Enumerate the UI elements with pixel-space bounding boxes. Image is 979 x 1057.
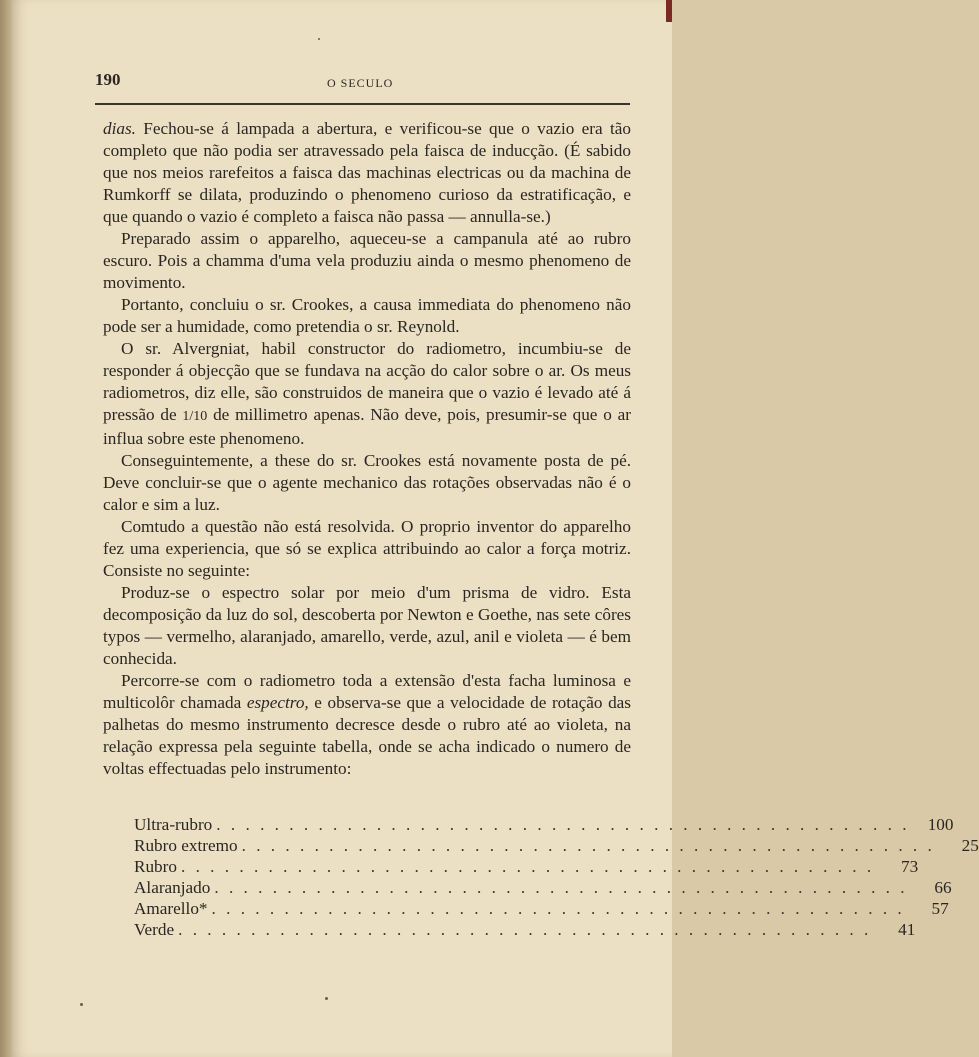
row-value: 57 bbox=[931, 899, 949, 918]
page-corner-mark bbox=[666, 0, 672, 22]
row-label: Alaranjado bbox=[134, 878, 211, 897]
row-label: Amarello* bbox=[134, 899, 208, 918]
leader-dots: . . . . . . . . . . . . . . . . . . . . . . . . . . . . . . . . . . . . . . . . . . . . . . . . bbox=[216, 815, 910, 834]
page-gutter-shadow bbox=[0, 0, 12, 1057]
paragraph bbox=[103, 294, 631, 338]
text-run: Produz-se o espectro solar por meio d'um prisma de vidro. Esta decomposição da luz do sol, descoberta por Newton e Goethe, nas sete côres typos — vermelho, alaranjado, amarello, verde, azul, anil e violeta — é bem conhecida. bbox=[103, 583, 631, 668]
paragraph bbox=[103, 670, 631, 780]
row-value: 41 bbox=[898, 920, 916, 939]
page-number: 190 bbox=[95, 70, 121, 89]
table-row bbox=[134, 835, 979, 856]
leader-dots: . . . . . . . . . . . . . . . . . . . . . . . . . . . . . . . . . . . . . . . . . . . . . . . . bbox=[241, 836, 935, 855]
text-run: de millimetro apenas. Não deve, pois, presumir-se que o ar influa sobre este phenomeno. bbox=[103, 405, 631, 448]
body-text bbox=[103, 118, 631, 780]
italic-text: dias. bbox=[103, 119, 136, 138]
leader-dots: . . . . . . . . . . . . . . . . . . . . . . . . . . . . . . . . . . . . . . . . . . . . . . . . bbox=[211, 899, 905, 918]
text-run: Portanto, concluiu o sr. Crookes, a causa immediata do phenomeno não pode ser a humidade, como pretendia o sr. Reynold. bbox=[103, 295, 631, 336]
leader-dots: . . . . . . . . . . . . . . . . . . . . . . . . . . . . . . . . . . . . . . . . . . . . . . . . bbox=[180, 857, 875, 876]
paragraph bbox=[103, 582, 631, 670]
row-value: 25 bbox=[961, 836, 979, 855]
text-run: Percorre-se com o radiometro toda a extensão d'esta facha luminosa e multicolôr chamada bbox=[103, 671, 631, 712]
running-title: O SECULO bbox=[327, 76, 394, 90]
text-run: Preparado assim o apparelho, aqueceu-se a campanula até ao rubro escuro. Pois a chamma d'uma vela produziu ainda o mesmo phenomeno de movimento. bbox=[103, 229, 631, 292]
row-value: 100 bbox=[927, 815, 954, 834]
page-header bbox=[95, 70, 635, 98]
table-row bbox=[134, 898, 949, 919]
row-value: 66 bbox=[934, 878, 952, 897]
text-run: e observa-se que a velocidade de rotação das palhetas do mesmo instrumento decresce desde o rubro até ao violeta, na relação expressa pela seguinte tabella, onde se acha indicado o numero de voltas effectuadas pelo instrumento: bbox=[103, 693, 631, 778]
paragraph bbox=[103, 450, 631, 516]
rotation-table bbox=[134, 814, 979, 940]
text-run: O sr. Alvergniat, habil constructor do radiometro, incumbiu-se de responder á objecção que se fundava na acção do calor sobre o ar. Os meus radiometros, diz elle, são construidos de maneira que o vazio é levado até á pressão de bbox=[103, 339, 631, 424]
paragraph bbox=[103, 228, 631, 294]
header-rule bbox=[95, 103, 630, 105]
row-value: 73 bbox=[900, 857, 919, 876]
text-run: Conseguintemente, a these do sr. Crookes está novamente posta de pé. Deve concluir-se que o agente mechanico das rotações observadas não é o calor e sim a luz. bbox=[103, 451, 631, 514]
leader-dots: . . . . . . . . . . . . . . . . . . . . . . . . . . . . . . . . . . . . . . . . . . . . . . . . bbox=[178, 920, 872, 939]
italic-text: espectro, bbox=[246, 693, 309, 712]
fraction: 1/10 bbox=[182, 409, 208, 424]
table-row bbox=[134, 814, 954, 835]
row-label: Rubro bbox=[134, 857, 177, 876]
row-label: Rubro extremo bbox=[134, 836, 238, 855]
row-label: Verde bbox=[134, 920, 175, 939]
paragraph bbox=[103, 338, 631, 450]
paragraph bbox=[103, 516, 631, 582]
table-row bbox=[134, 877, 952, 898]
table-row bbox=[134, 919, 916, 940]
text-run: Fechou-se á lampada a abertura, e verificou-se que o vazio era tão completo que não podia ser atravessado pela faisca de inducção. (É sabido que nos meios rarefeitos a faisca das machinas electricas ou da machina de Rumkorff se dilata, produzindo o phenomeno curioso da estratificação, e que quando o vazio é completo a faisca não passa — annulla-se.) bbox=[103, 119, 631, 226]
table-row bbox=[134, 856, 919, 877]
text-run: Comtudo a questão não está resolvida. O proprio inventor do apparelho fez uma experiencia, que só se explica attribuindo ao calor a força motriz. Consiste no seguinte: bbox=[103, 517, 631, 580]
paragraph bbox=[103, 118, 631, 228]
leader-dots: . . . . . . . . . . . . . . . . . . . . . . . . . . . . . . . . . . . . . . . . . . . . . . . . bbox=[214, 878, 908, 897]
row-label: Ultra-rubro bbox=[134, 815, 213, 834]
